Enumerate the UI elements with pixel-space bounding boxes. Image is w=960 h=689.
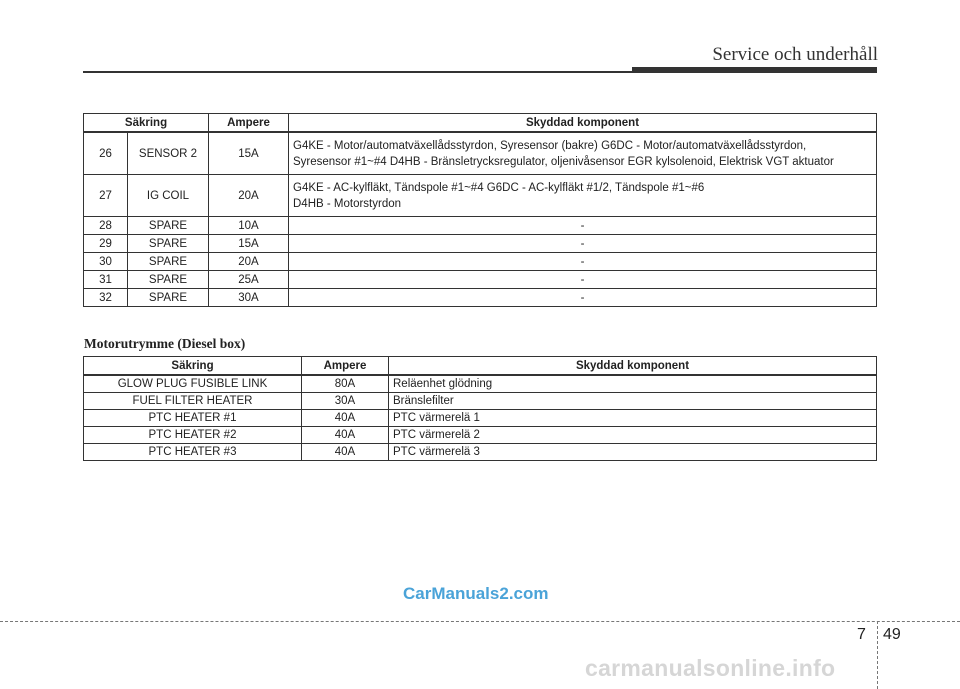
component-line: Syresensor #1~#4 D4HB - Bränsletrycksregulator, oljenivåsensor EGR kylsolenoid, Elektrisk VGT aktuator [293, 155, 834, 168]
header-component: Skyddad komponent [289, 114, 877, 133]
header-fuse: Säkring [84, 357, 302, 376]
fuse-component: - [289, 217, 877, 235]
fuse-component: PTC värmerelä 1 [389, 410, 877, 427]
table-row [84, 393, 877, 410]
chapter-number: 7 [857, 626, 866, 643]
fuse-component [289, 175, 877, 217]
component-line: G4KE - AC-kylfläkt, Tändspole #1~#4 G6DC - AC-kylfläkt #1/2, Tändspole #1~#6 [293, 181, 705, 194]
table-row [84, 253, 877, 271]
fuse-component: PTC värmerelä 2 [389, 427, 877, 444]
fuse-name: SPARE [128, 217, 209, 235]
fuse-ampere: 20A [209, 175, 289, 217]
fuse-name: SPARE [128, 271, 209, 289]
fuse-component: - [289, 253, 877, 271]
fuse-number: 27 [84, 175, 128, 217]
fuse-table-header-row [84, 114, 877, 133]
fuse-name: SPARE [128, 235, 209, 253]
fuse-ampere: 15A [209, 235, 289, 253]
header-ampere: Ampere [302, 357, 389, 376]
table-row [84, 235, 877, 253]
fuse-number: 32 [84, 289, 128, 307]
fuse-name: PTC HEATER #1 [84, 410, 302, 427]
fuse-name: FUEL FILTER HEATER [84, 393, 302, 410]
fuse-name: GLOW PLUG FUSIBLE LINK [84, 375, 302, 393]
header-rule [83, 71, 633, 73]
site-watermark: carmanualsonline.info [585, 655, 836, 681]
table-row [84, 444, 877, 461]
fuse-ampere: 10A [209, 217, 289, 235]
fuse-name: SENSOR 2 [128, 132, 209, 175]
table-row [84, 271, 877, 289]
fuse-component [289, 132, 877, 175]
component-line: D4HB - Motorstyrdon [293, 197, 402, 210]
fuse-name: IG COIL [128, 175, 209, 217]
component-line: G4KE - Motor/automatväxellådsstyrdon, Syresensor (bakre) G6DC - Motor/automatväxellådsstyrdon, [293, 139, 807, 152]
fuse-name: PTC HEATER #3 [84, 444, 302, 461]
fuse-ampere: 40A [302, 410, 389, 427]
table-row [84, 410, 877, 427]
table-row [84, 289, 877, 307]
fuse-ampere: 20A [209, 253, 289, 271]
fuse-ampere: 40A [302, 444, 389, 461]
fuse-name: PTC HEATER #2 [84, 427, 302, 444]
table-row [84, 175, 877, 217]
fuse-component: Reläenhet glödning [389, 375, 877, 393]
fuse-number: 31 [84, 271, 128, 289]
fuse-number: 28 [84, 217, 128, 235]
fuse-ampere: 80A [302, 375, 389, 393]
fuse-ampere: 30A [302, 393, 389, 410]
header-fuse: Säkring [84, 114, 209, 133]
footer-divider [0, 621, 960, 622]
table-row [84, 375, 877, 393]
fuse-name: SPARE [128, 289, 209, 307]
fuse-component: PTC värmerelä 3 [389, 444, 877, 461]
fuse-ampere: 15A [209, 132, 289, 175]
fuse-component: - [289, 271, 877, 289]
header-component: Skyddad komponent [389, 357, 877, 376]
page-number-divider [877, 621, 878, 689]
fuse-component: Bränslefilter [389, 393, 877, 410]
fuse-ampere: 40A [302, 427, 389, 444]
fuse-name: SPARE [128, 253, 209, 271]
diesel-table-header-row [84, 357, 877, 376]
diesel-fuse-table [83, 356, 877, 461]
fuse-ampere: 30A [209, 289, 289, 307]
section-title: Motorutrymme (Diesel box) [84, 336, 246, 351]
fuse-ampere: 25A [209, 271, 289, 289]
page-header-title: Service och underhåll [712, 44, 878, 65]
fuse-table [83, 113, 877, 307]
fuse-number: 26 [84, 132, 128, 175]
page-number: 49 [883, 626, 901, 643]
fuse-component: - [289, 235, 877, 253]
fuse-component: - [289, 289, 877, 307]
fuse-number: 29 [84, 235, 128, 253]
table-row [84, 132, 877, 175]
header-rule-accent [632, 67, 877, 73]
watermark-link[interactable]: CarManuals2.com [403, 584, 549, 603]
fuse-number: 30 [84, 253, 128, 271]
header-ampere: Ampere [209, 114, 289, 133]
table-row [84, 217, 877, 235]
table-row [84, 427, 877, 444]
